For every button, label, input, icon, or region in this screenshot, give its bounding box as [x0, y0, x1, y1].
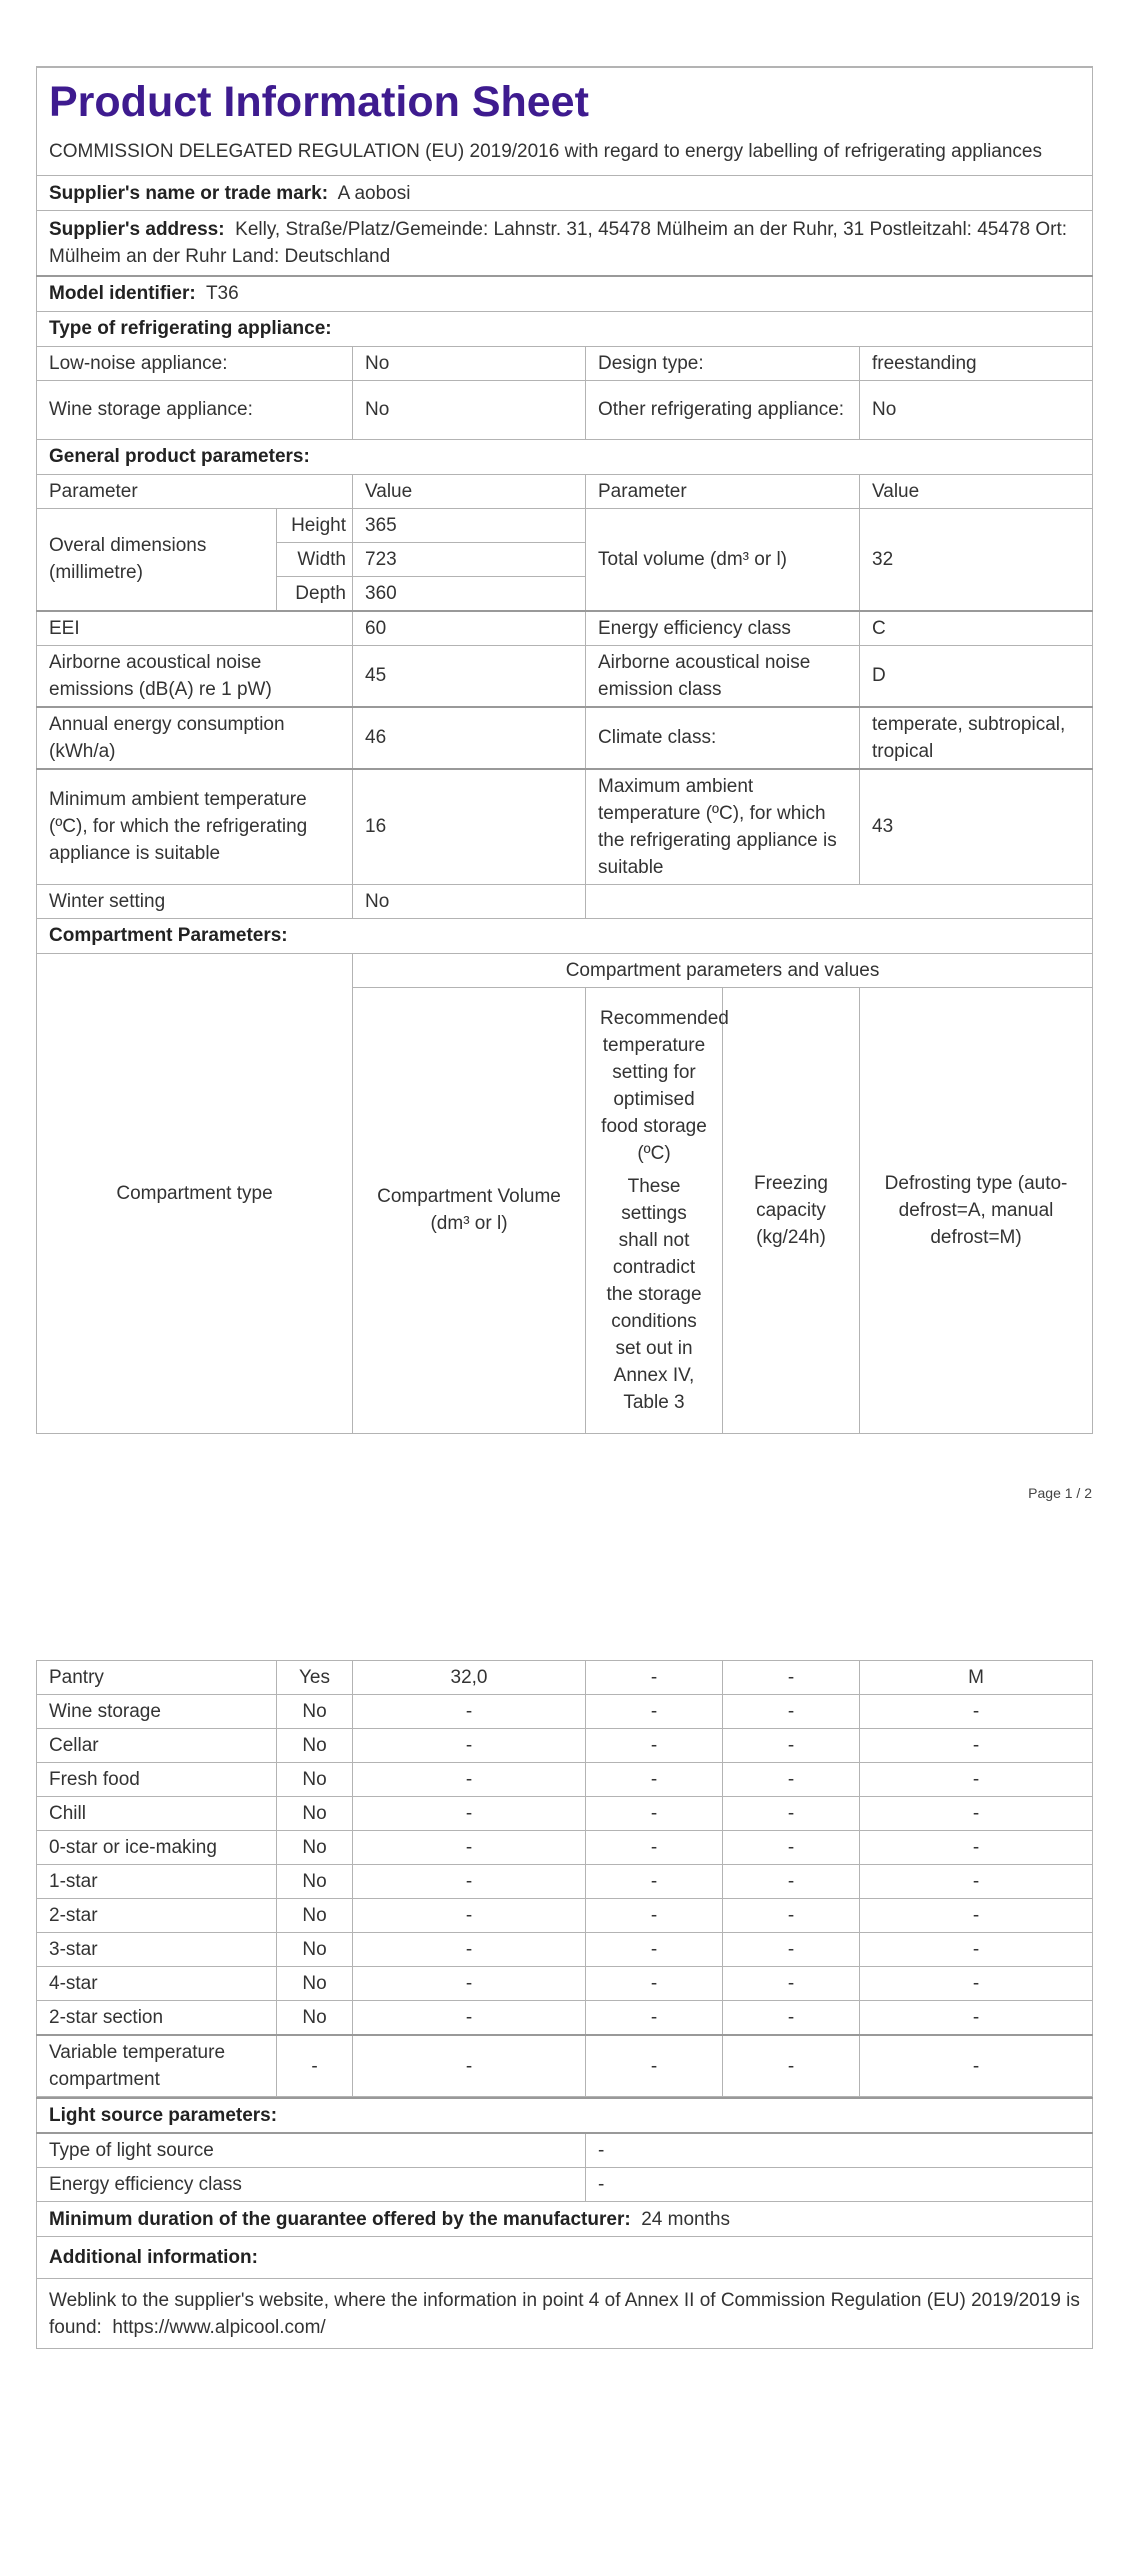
compartment-type-cell: Cellar	[37, 1729, 277, 1763]
model-row	[37, 276, 1093, 311]
compartment-type-cell: Pantry	[37, 1661, 277, 1695]
compartment-type-cell: 1-star	[37, 1865, 277, 1899]
additional-section-title: Additional information:	[37, 2237, 1093, 2279]
general-section-title: General product parameters:	[37, 439, 1093, 474]
supplier-address-row	[37, 211, 1093, 277]
compartment-present-cell: No	[277, 2001, 353, 2036]
height-label: Height	[277, 508, 353, 542]
compartment-row	[37, 1933, 1093, 1967]
compartment-temp-cell: -	[586, 1661, 723, 1695]
compartment-volume-cell: -	[353, 1797, 586, 1831]
width-value: 723	[353, 542, 586, 576]
compartment-row	[37, 1865, 1093, 1899]
depth-value: 360	[353, 576, 586, 611]
compartment-temp-cell: -	[586, 1933, 723, 1967]
compartment-volume-cell: -	[353, 1695, 586, 1729]
compartment-type-cell: Variable temperature compartment	[37, 2035, 277, 2097]
compartment-volume-cell: -	[353, 1967, 586, 2001]
compartment-type-cell: 3-star	[37, 1933, 277, 1967]
compartment-defrost-cell: -	[860, 2035, 1093, 2097]
model-label: Model identifier:	[49, 283, 196, 305]
type-section-title: Type of refrigerating appliance:	[37, 311, 1093, 346]
total-volume-label: Total volume (dm³ or l)	[586, 508, 860, 611]
supplier-name-value: A aobosi	[337, 182, 411, 204]
compartment-type-cell: Chill	[37, 1797, 277, 1831]
compartment-type-cell: 4-star	[37, 1967, 277, 2001]
sheet-page-1	[36, 66, 1092, 1501]
wine-storage-value: No	[353, 380, 586, 439]
compartment-type-cell: Fresh food	[37, 1763, 277, 1797]
noise-class-label: Airborne acoustical noise emission class	[586, 645, 860, 707]
empty-cell	[586, 884, 1093, 918]
light-class-label: Energy efficiency class	[37, 2168, 586, 2202]
guarantee-label: Minimum duration of the guarantee offered by the manufacturer:	[49, 2208, 631, 2230]
info-table-top	[36, 66, 1093, 1434]
design-type-value: freestanding	[860, 346, 1093, 380]
compartment-freezing-cell: -	[723, 1695, 860, 1729]
compartment-temp-cell: -	[586, 1695, 723, 1729]
compartment-present-cell: No	[277, 1797, 353, 1831]
compartment-row	[37, 1797, 1093, 1831]
eei-label: EEI	[37, 611, 353, 646]
compartment-row	[37, 1729, 1093, 1763]
max-temp-label: Maximum ambient temperature (ºC), for which the refrigerating appliance is suitable	[586, 769, 860, 885]
depth-label: Depth	[277, 576, 353, 611]
header-parameter: Parameter	[37, 474, 353, 508]
light-type-label: Type of light source	[37, 2133, 586, 2168]
regulation-text: COMMISSION DELEGATED REGULATION (EU) 2019/2016 with regard to energy labelling of refrigerating appliances	[49, 141, 1042, 162]
weblink-text: Weblink to the supplier's website, where the information in point 4 of Annex II of Commission Regulation (EU) 2019/2019 is found:	[49, 2289, 1080, 2338]
annual-energy-value: 46	[353, 707, 586, 769]
compartment-freezing-cell: -	[723, 1729, 860, 1763]
compartment-present-cell: No	[277, 1865, 353, 1899]
guarantee-value: 24 months	[641, 2208, 730, 2230]
compartment-temp-cell: -	[586, 1831, 723, 1865]
compartment-freezing-cell: -	[723, 1831, 860, 1865]
min-temp-label: Minimum ambient temperature (ºC), for which the refrigerating appliance is suitable	[37, 769, 353, 885]
col-compartment-volume: Compartment Volume (dm³ or l)	[353, 987, 586, 1433]
compartment-group-header: Compartment parameters and values	[353, 953, 1093, 987]
col-compartment-type: Compartment type	[37, 953, 353, 1433]
noise-emissions-value: 45	[353, 645, 586, 707]
low-noise-label: Low-noise appliance:	[37, 346, 353, 380]
compartment-present-cell: No	[277, 1933, 353, 1967]
compartment-row	[37, 1899, 1093, 1933]
header-parameter-2: Parameter	[586, 474, 860, 508]
noise-emissions-label: Airborne acoustical noise emissions (dB(A) re 1 pW)	[37, 645, 353, 707]
compartment-type-cell: 2-star section	[37, 2001, 277, 2036]
energy-class-value: C	[860, 611, 1093, 646]
col-recommended-temp	[586, 987, 729, 1433]
weblink-url[interactable]: https://www.alpicool.com/	[112, 2316, 326, 2338]
height-value: 365	[353, 508, 586, 542]
col-temp-text-b: These settings shall not contradict the storage conditions set out in Annex IV, Table 3	[606, 1175, 702, 1413]
max-temp-value: 43	[860, 769, 1093, 885]
compartment-row	[37, 2001, 1093, 2036]
model-value: T36	[205, 283, 239, 305]
col-freezing-capacity: Freezing capacity (kg/24h)	[723, 987, 860, 1433]
compartment-row	[37, 2035, 1093, 2097]
compartment-present-cell: No	[277, 1729, 353, 1763]
compartment-defrost-cell: -	[860, 1899, 1093, 1933]
guarantee-row	[37, 2202, 1093, 2237]
compartment-temp-cell: -	[586, 1967, 723, 2001]
compartment-present-cell: No	[277, 1967, 353, 2001]
compartment-temp-cell: -	[586, 2035, 723, 2097]
compartment-section-title: Compartment Parameters:	[37, 918, 1093, 953]
light-class-value: -	[586, 2168, 1093, 2202]
compartment-freezing-cell: -	[723, 1661, 860, 1695]
climate-class-label: Climate class:	[586, 707, 860, 769]
compartment-type-cell: Wine storage	[37, 1695, 277, 1729]
compartment-freezing-cell: -	[723, 2001, 860, 2036]
compartment-volume-cell: -	[353, 2035, 586, 2097]
col-defrosting-type: Defrosting type (auto-defrost=A, manual defrost=M)	[860, 987, 1093, 1433]
compartment-defrost-cell: -	[860, 1831, 1093, 1865]
compartment-volume-cell: -	[353, 1933, 586, 1967]
low-noise-value: No	[353, 346, 586, 380]
annual-energy-label: Annual energy consumption (kWh/a)	[37, 707, 353, 769]
sheet-page-2	[36, 1660, 1092, 2349]
compartment-defrost-cell: M	[860, 1661, 1093, 1695]
compartment-row	[37, 1695, 1093, 1729]
compartment-freezing-cell: -	[723, 2035, 860, 2097]
compartment-present-cell: No	[277, 1763, 353, 1797]
compartment-volume-cell: -	[353, 1865, 586, 1899]
supplier-name-label: Supplier's name or trade mark:	[49, 182, 329, 204]
compartment-volume-cell: -	[353, 2001, 586, 2036]
width-label: Width	[277, 542, 353, 576]
compartment-temp-cell: -	[586, 1763, 723, 1797]
compartment-temp-cell: -	[586, 1797, 723, 1831]
supplier-address-label: Supplier's address:	[49, 219, 225, 240]
compartment-volume-cell: -	[353, 1831, 586, 1865]
compartment-defrost-cell: -	[860, 1695, 1093, 1729]
header-value: Value	[353, 474, 586, 508]
compartment-freezing-cell: -	[723, 1797, 860, 1831]
compartment-defrost-cell: -	[860, 1865, 1093, 1899]
compartment-type-cell: 0-star or ice-making	[37, 1831, 277, 1865]
compartment-rows	[37, 1661, 1093, 2097]
compartment-table	[36, 1660, 1093, 2097]
weblink-row	[37, 2279, 1093, 2349]
compartment-freezing-cell: -	[723, 1763, 860, 1797]
light-table	[36, 2097, 1093, 2349]
supplier-address-value: Kelly, Straße/Platz/Gemeinde: Lahnstr. 31, 45478 Mülheim an der Ruhr, 31 Postleitzahl: 45478 Ort: Mülheim an der Ruhr Land: Deutschland	[49, 219, 1068, 267]
wine-storage-label: Wine storage appliance:	[37, 380, 353, 439]
compartment-row	[37, 1763, 1093, 1797]
compartment-defrost-cell: -	[860, 1797, 1093, 1831]
compartment-volume-cell: -	[353, 1729, 586, 1763]
light-type-value: -	[586, 2133, 1093, 2168]
compartment-present-cell: No	[277, 1831, 353, 1865]
dimensions-label: Overal dimensions (millimetre)	[37, 508, 277, 611]
compartment-volume-cell: -	[353, 1763, 586, 1797]
total-volume-value: 32	[860, 508, 1093, 611]
compartment-defrost-cell: -	[860, 1933, 1093, 1967]
eei-value: 60	[353, 611, 586, 646]
page-number: Page 1 / 2	[1028, 1485, 1092, 1501]
other-appliance-label: Other refrigerating appliance:	[586, 380, 860, 439]
winter-setting-value: No	[353, 884, 586, 918]
compartment-type-cell: 2-star	[37, 1899, 277, 1933]
compartment-temp-cell: -	[586, 1865, 723, 1899]
compartment-volume-cell: -	[353, 1899, 586, 1933]
compartment-temp-cell: -	[586, 1899, 723, 1933]
page-title: Product Information Sheet	[49, 78, 589, 126]
noise-class-value: D	[860, 645, 1093, 707]
compartment-present-cell: No	[277, 1695, 353, 1729]
min-temp-value: 16	[353, 769, 586, 885]
compartment-defrost-cell: -	[860, 1729, 1093, 1763]
compartment-row	[37, 1831, 1093, 1865]
winter-setting-label: Winter setting	[37, 884, 353, 918]
supplier-name-row	[37, 176, 1093, 211]
compartment-freezing-cell: -	[723, 1933, 860, 1967]
compartment-freezing-cell: -	[723, 1967, 860, 2001]
design-type-label: Design type:	[586, 346, 860, 380]
compartment-row	[37, 1661, 1093, 1695]
header-cell	[37, 67, 1093, 176]
compartment-defrost-cell: -	[860, 1763, 1093, 1797]
compartment-temp-cell: -	[586, 2001, 723, 2036]
compartment-present-cell: Yes	[277, 1661, 353, 1695]
compartment-volume-cell: 32,0	[353, 1661, 586, 1695]
other-appliance-value: No	[860, 380, 1093, 439]
compartment-present-cell: -	[277, 2035, 353, 2097]
compartment-present-cell: No	[277, 1899, 353, 1933]
compartment-defrost-cell: -	[860, 1967, 1093, 2001]
compartment-temp-cell: -	[586, 1729, 723, 1763]
compartment-row	[37, 1967, 1093, 2001]
header-value-2: Value	[860, 474, 1093, 508]
energy-class-label: Energy efficiency class	[586, 611, 860, 646]
compartment-defrost-cell: -	[860, 2001, 1093, 2036]
light-section-title: Light source parameters:	[37, 2098, 1093, 2133]
col-temp-text-a: Recommended temperature setting for optimised food storage (ºC)	[600, 1007, 729, 1164]
climate-class-value: temperate, subtropical, tropical	[860, 707, 1093, 769]
compartment-freezing-cell: -	[723, 1865, 860, 1899]
compartment-freezing-cell: -	[723, 1899, 860, 1933]
